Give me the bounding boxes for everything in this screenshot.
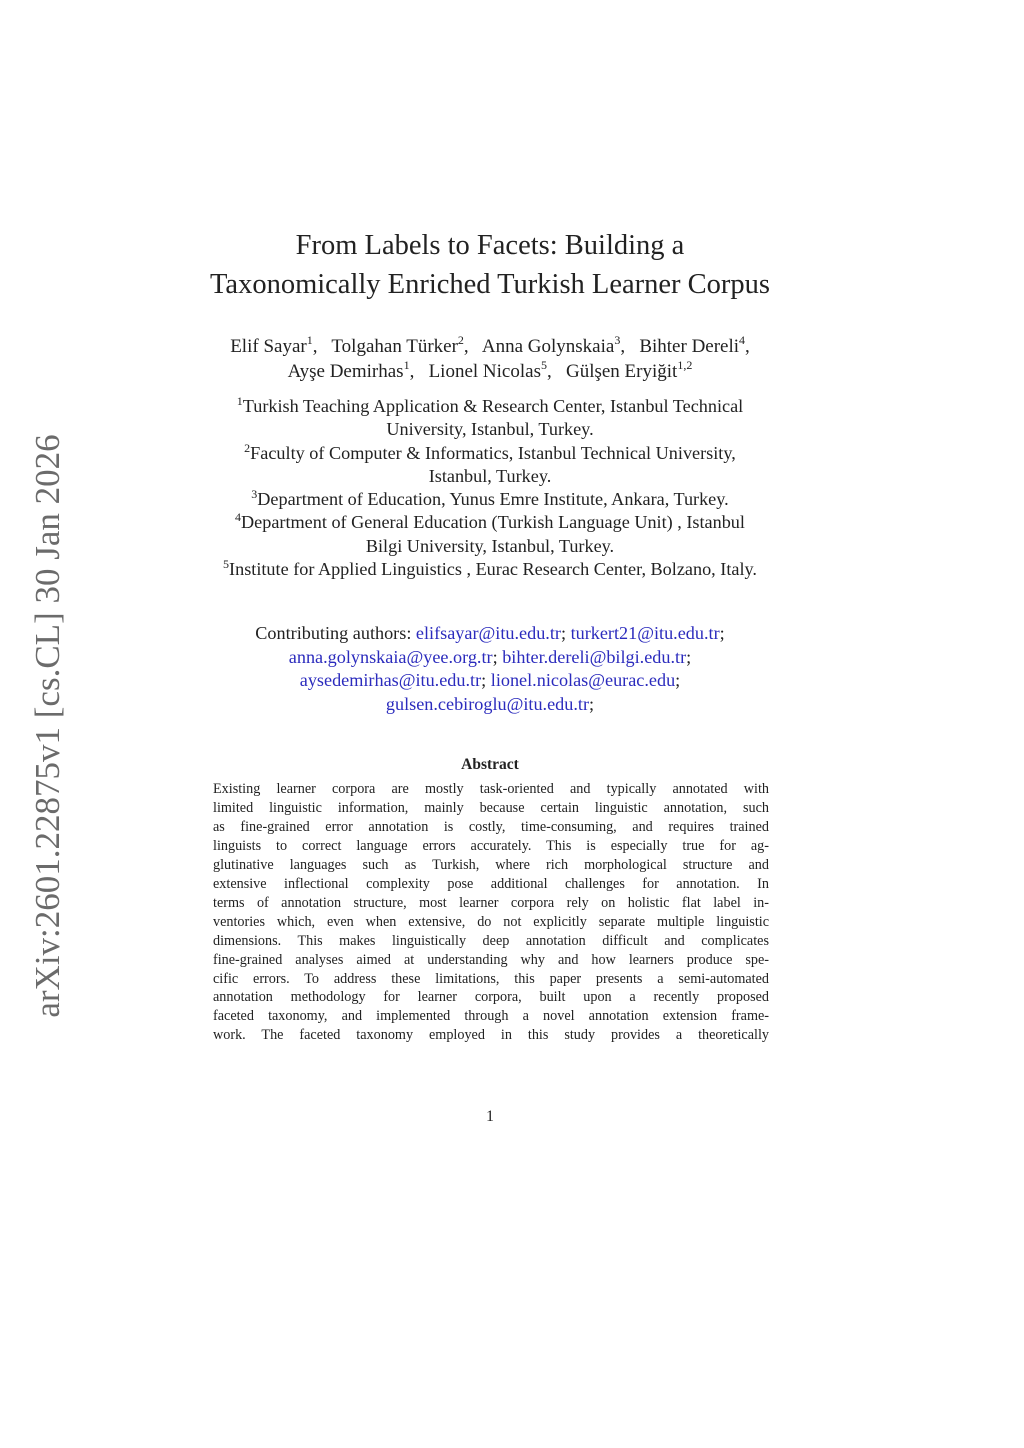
author-affiliation-mark: 5	[540, 358, 547, 372]
abstract-line: Existing learner corpora are mostly task-oriented and typically annotated with	[213, 781, 769, 797]
affiliation-text: Institute for Applied Linguistics , Eurac Research Center, Bolzano, Italy.	[229, 559, 757, 580]
author-separator: ,	[409, 361, 415, 382]
abstract-line: fine-grained analyses aimed at understanding why and how learners produce spe-	[213, 951, 769, 968]
affiliation-mark: 4	[235, 510, 242, 525]
author-separator: ,	[745, 336, 750, 357]
affiliation-line	[160, 511, 820, 534]
author-affiliation-mark: 1,2	[677, 358, 693, 372]
affiliation-line	[160, 418, 820, 441]
abstract-line: extensive inflectional complexity pose additional challenges for annotation. In	[213, 875, 769, 892]
affiliation-text: Bilgi University, Istanbul, Turkey.	[365, 535, 615, 556]
abstract-line: annotation methodology for learner corpora, built upon a recently proposed	[213, 989, 769, 1006]
email-separator: ;	[492, 646, 498, 667]
abstract-line: limited linguistic information, mainly because certain linguistic annotation, such	[213, 799, 769, 816]
email-link[interactable]: elifsayar@itu.edu.tr	[415, 623, 561, 643]
affiliation-line	[160, 488, 820, 511]
author-affiliation-mark: 1	[306, 333, 313, 347]
contributors-line	[160, 622, 820, 646]
title-line: From Labels to Facets: Building a	[295, 230, 685, 261]
author-separator: ,	[620, 336, 626, 357]
contributors-label: Contributing authors:	[255, 623, 412, 643]
abstract-heading: Abstract	[461, 756, 519, 773]
author-separator: ,	[546, 361, 552, 382]
affiliation-text: Department of Education, Yunus Emre Institute, Ankara, Turkey.	[257, 489, 729, 510]
abstract-line: work. The faceted taxonomy employed in this study provides a theoretically	[213, 1027, 769, 1044]
author-affiliation-mark: 4	[739, 333, 746, 347]
affiliation-mark: 3	[251, 487, 258, 502]
author-name: Elif Sayar	[230, 336, 307, 357]
affiliation-list	[160, 395, 820, 581]
email-separator: ;	[675, 670, 681, 690]
author	[331, 333, 464, 357]
affiliation-text: Faculty of Computer & Informatics, Istanbul Technical University,	[250, 442, 736, 463]
author	[481, 333, 621, 357]
abstract-line: as fine-grained error annotation is costly, time-consuming, and requires trained	[213, 818, 769, 835]
author-affiliation-mark: 3	[614, 333, 621, 347]
author	[428, 358, 547, 382]
email-link[interactable]: bihter.dereli@bilgi.edu.tr	[502, 646, 687, 667]
author	[287, 358, 410, 382]
author-name: Anna Golynskaia	[481, 336, 615, 357]
affiliation-text: Department of General Education (Turkish Language Unit) , Istanbul	[241, 512, 745, 533]
author-name: Lionel Nicolas	[428, 361, 541, 382]
email-separator: ;	[481, 670, 487, 690]
affiliation-mark: 5	[223, 557, 230, 572]
page-number: 1	[486, 1108, 494, 1125]
author-name: Tolgahan Türker	[331, 336, 458, 357]
author-list	[160, 334, 820, 384]
arxiv-identifier: arXiv:2601.22875v1 [cs.CL] 30 Jan 2026	[28, 434, 67, 1018]
paper-title	[160, 226, 820, 304]
author-affiliation-mark: 1	[403, 358, 410, 372]
title-line: Taxonomically Enriched Turkish Learner Corpus	[210, 269, 770, 300]
abstract-line: dimensions. This makes linguistically deep annotation difficult and complicates	[213, 932, 769, 949]
email-link[interactable]: aysedemirhas@itu.edu.tr	[299, 670, 482, 690]
author-name: Gülşen Eryiğit	[565, 361, 678, 382]
contributors-line	[160, 693, 820, 717]
affiliation-text: University, Istanbul, Turkey.	[386, 419, 594, 440]
affiliation-line	[160, 395, 820, 418]
abstract-line: glutinative languages such as Turkish, where rich morphological structure and	[213, 856, 769, 873]
email-link[interactable]: lionel.nicolas@eurac.edu	[490, 670, 676, 690]
abstract-line: faceted taxonomy, and implemented through a novel annotation extension frame-	[213, 1008, 769, 1025]
email-separator: ;	[560, 623, 567, 643]
author-affiliation-mark: 2	[457, 333, 464, 347]
email-separator: ;	[589, 693, 595, 714]
affiliation-line	[160, 558, 820, 581]
affiliation-text: Istanbul, Turkey.	[428, 465, 552, 486]
author-separator: ,	[463, 336, 469, 357]
abstract-line: terms of annotation structure, most learner corpora rely on holistic flat label in-	[213, 894, 769, 911]
author	[565, 358, 693, 382]
affiliation-line	[160, 535, 820, 558]
contributing-authors	[160, 622, 820, 716]
affiliation-text: Turkish Teaching Application & Research Center, Istanbul Technical	[242, 396, 744, 416]
email-link[interactable]: turkert21@itu.edu.tr	[570, 623, 720, 643]
affiliation-mark: 2	[244, 440, 251, 455]
author	[230, 333, 313, 357]
author-separator: ,	[312, 336, 318, 357]
email-separator: ;	[686, 646, 692, 667]
abstract-line: ventories which, even when extensive, do not explicitly separate multiple linguistic	[213, 913, 769, 930]
affiliation-line	[160, 442, 820, 465]
author-name: Bihter Dereli	[639, 336, 740, 357]
email-link[interactable]: gulsen.cebiroglu@itu.edu.tr	[385, 693, 590, 714]
author-line	[160, 334, 820, 359]
author	[639, 333, 746, 357]
author-line	[160, 359, 820, 384]
affiliation-line	[160, 465, 820, 488]
author-name: Ayşe Demirhas	[287, 361, 404, 382]
abstract-line: cific errors. To address these limitations, this paper presents a semi-automated	[213, 970, 769, 987]
contributors-line	[160, 669, 820, 693]
contributors-line	[160, 646, 820, 670]
email-separator: ;	[719, 623, 725, 643]
abstract-body	[213, 780, 769, 1045]
email-link[interactable]: anna.golynskaia@yee.org.tr	[288, 646, 493, 667]
affiliation-mark: 1	[236, 394, 243, 408]
abstract-line: linguists to correct language errors accurately. This is especially true for ag-	[213, 837, 769, 854]
